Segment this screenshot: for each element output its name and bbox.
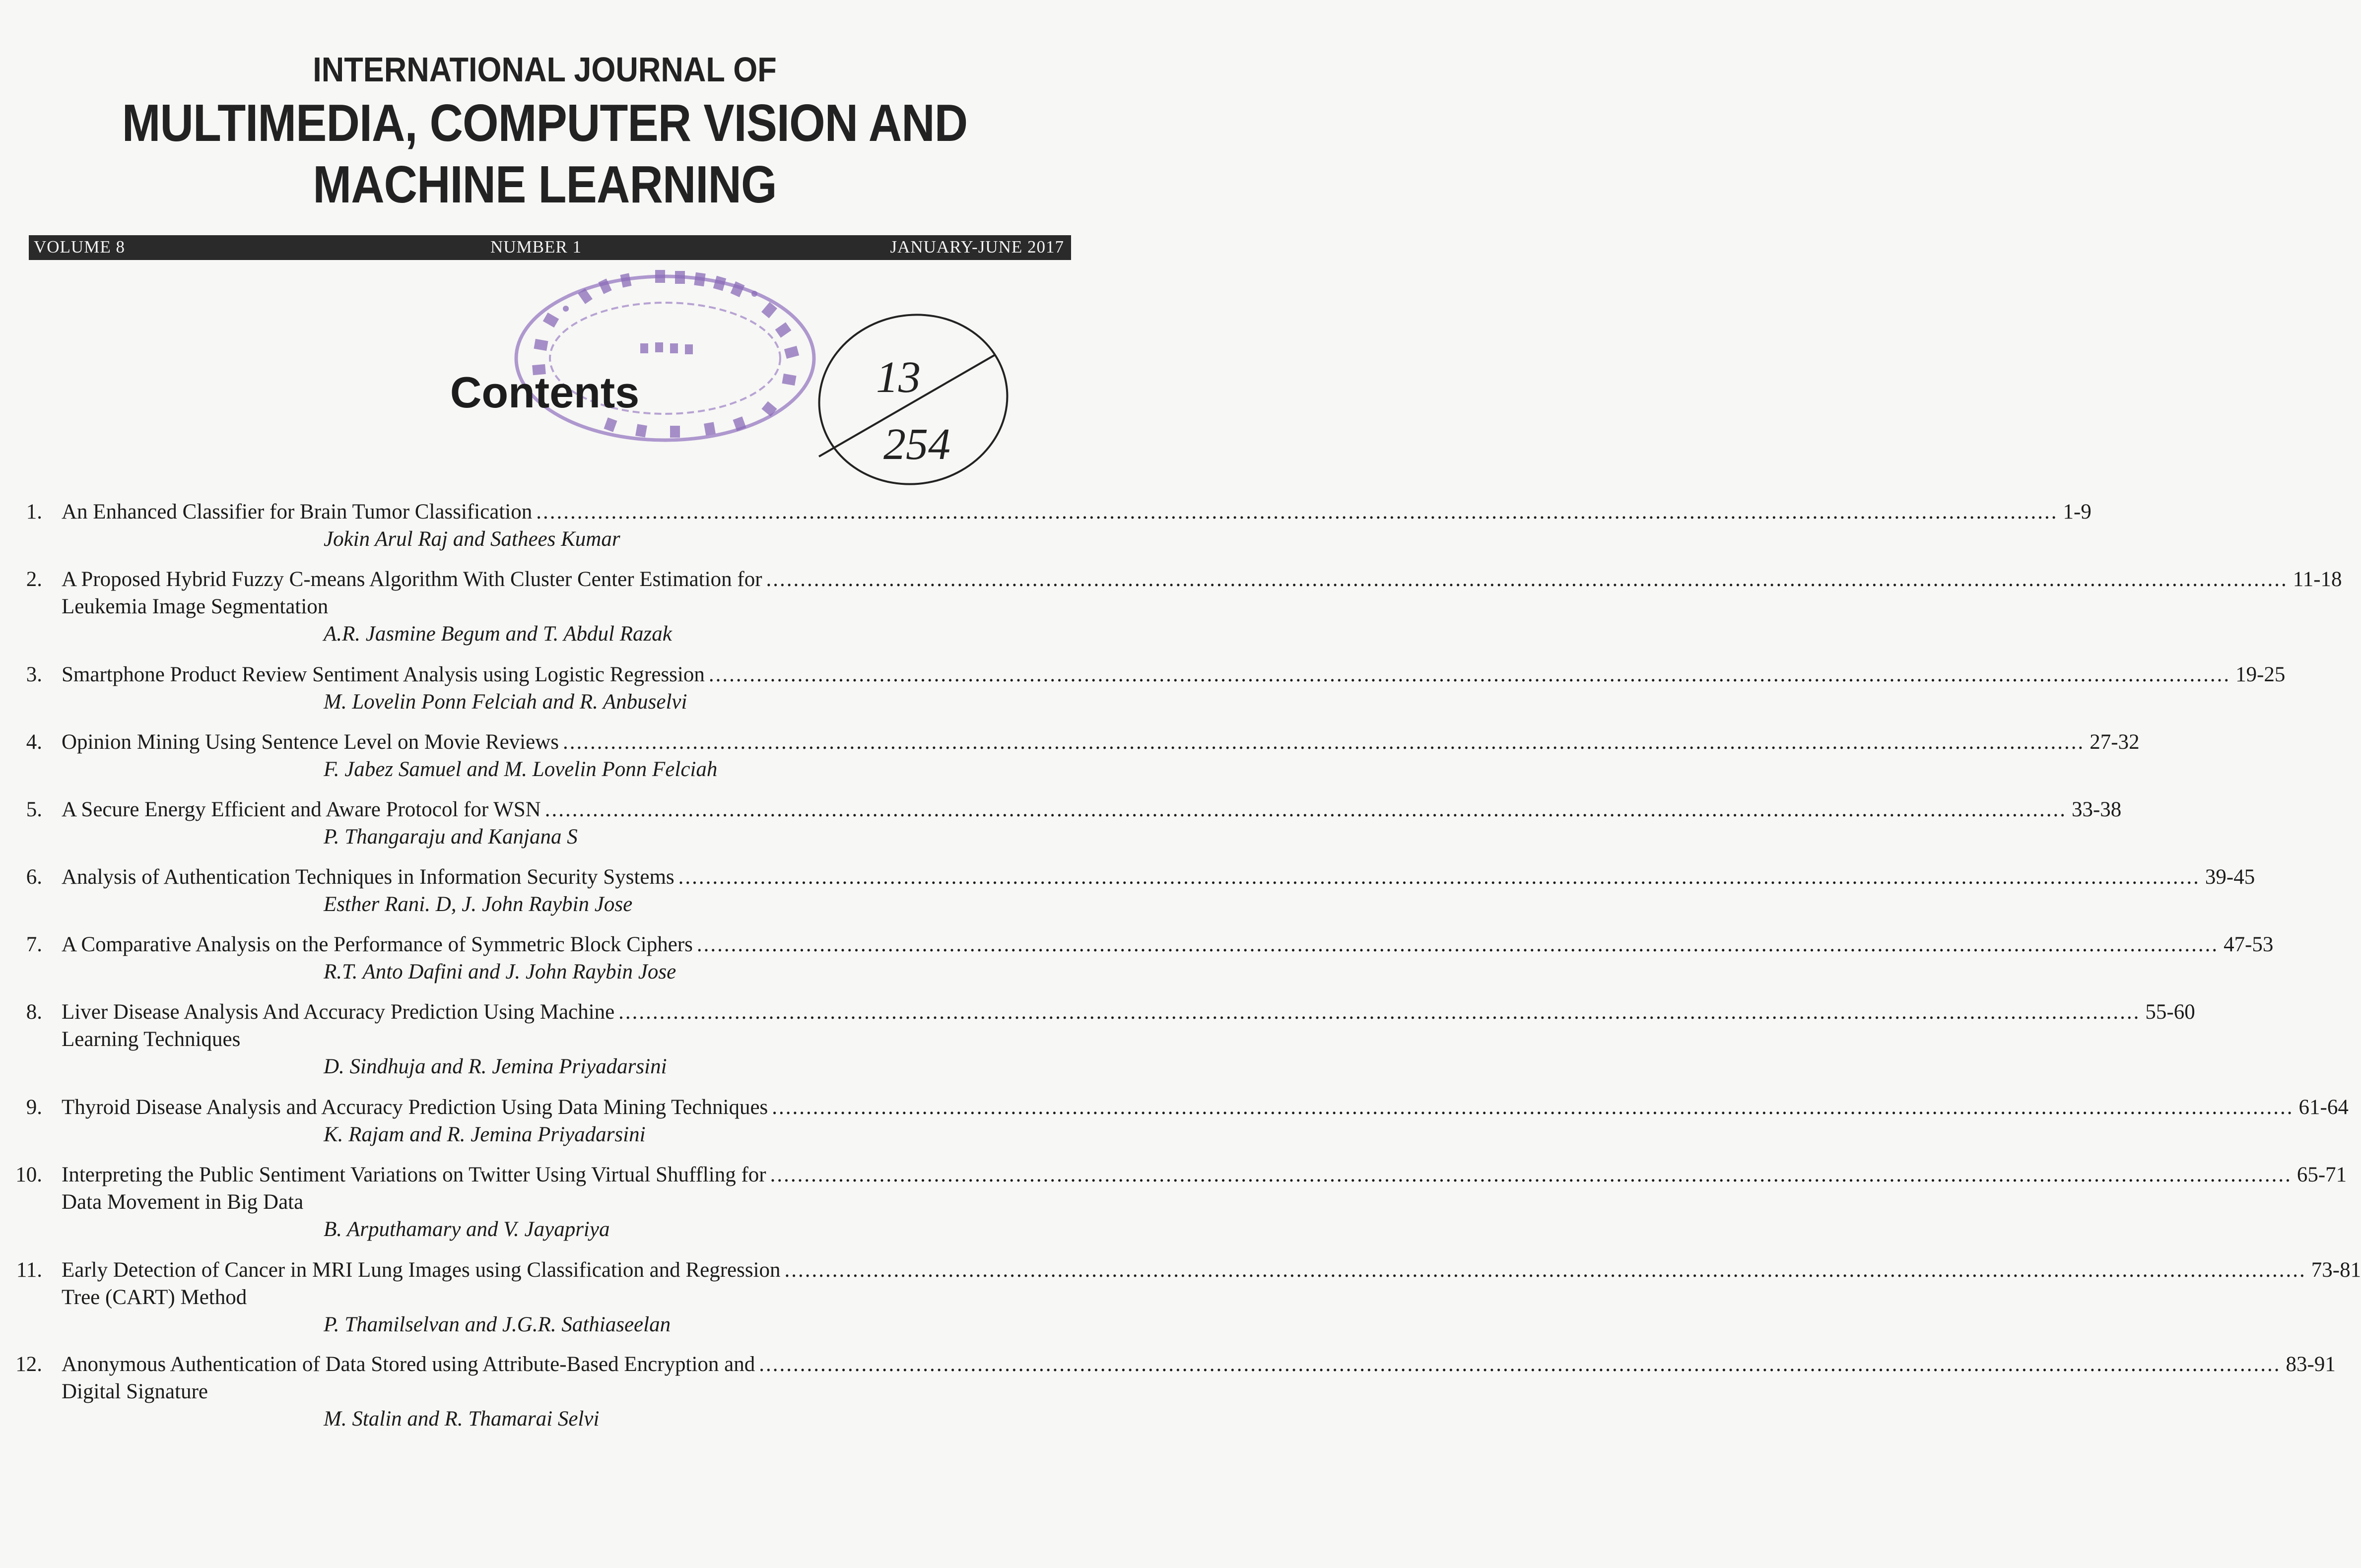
entry-title-line: [62, 863, 2255, 891]
annotation-top: 13: [876, 353, 921, 402]
entry-title-line: [62, 661, 2286, 689]
entry-pages: 33-38: [2071, 798, 2122, 821]
entry-number: 12.: [15, 1353, 42, 1376]
entry-title-continued: Tree (CART) Method: [62, 1286, 247, 1309]
contents-heading: Contents: [450, 368, 640, 417]
dot-leader: ...............................................................................................................................................................................................................................: [536, 500, 2058, 523]
journal-masthead: [0, 50, 1089, 215]
dot-leader: ...............................................................................................................................................................................................................................: [708, 663, 2231, 686]
entry-pages: 61-64: [2298, 1096, 2349, 1119]
entry-title-continued: Learning Techniques: [62, 1028, 241, 1051]
entry-pages: 27-32: [2090, 730, 2140, 754]
entry-title: Smartphone Product Review Sentiment Analysis using Logistic Regression: [62, 663, 705, 686]
entry-authors: Esther Rani. D, J. John Raybin Jose: [324, 893, 633, 916]
entry-authors: M. Lovelin Ponn Felciah and R. Anbuselvi: [324, 690, 687, 714]
entry-number: 8.: [26, 1000, 42, 1024]
entry-title-line: [62, 1351, 2336, 1378]
entry-pages: 65-71: [2296, 1163, 2347, 1186]
dot-leader: ...............................................................................................................................................................................................................................: [544, 798, 2067, 821]
entry-number: 3.: [26, 663, 42, 686]
entry-number: 1.: [26, 500, 42, 523]
journal-title-line-1: INTERNATIONAL JOURNAL OF: [313, 50, 777, 89]
journal-title-line-3: MACHINE LEARNING: [313, 155, 777, 214]
entry-pages: 19-25: [2235, 663, 2286, 686]
entry-title-continued: Data Movement in Big Data: [62, 1190, 304, 1214]
entry-title: An Enhanced Classifier for Brain Tumor Classification: [62, 500, 533, 523]
entry-title-line: [62, 931, 2274, 959]
issue-date: JANUARY-JUNE 2017: [890, 237, 1064, 257]
entry-authors: M. Stalin and R. Thamarai Selvi: [324, 1407, 600, 1431]
issue-bar: [29, 235, 1071, 260]
entry-number: 2.: [26, 568, 42, 591]
entry-number: 9.: [26, 1096, 42, 1119]
entry-number: 11.: [16, 1258, 42, 1282]
entry-title-line: [62, 1161, 2347, 1189]
entry-title: Thyroid Disease Analysis and Accuracy Prediction Using Data Mining Techniques: [62, 1096, 768, 1119]
entry-number: 5.: [26, 798, 42, 821]
entry-authors: B. Arputhamary and V. Jayapriya: [324, 1218, 610, 1241]
entry-number: 6.: [26, 865, 42, 889]
entry-number: 4.: [26, 730, 42, 754]
entry-title-continued: Digital Signature: [62, 1380, 208, 1403]
entry-title-continued: Leukemia Image Segmentation: [62, 595, 329, 618]
entry-authors: P. Thamilselvan and J.G.R. Sathiaseelan: [324, 1313, 671, 1336]
entry-pages: 1-9: [2063, 500, 2091, 523]
entry-title-line: [62, 728, 2140, 756]
entry-pages: 47-53: [2224, 933, 2274, 956]
dot-leader: ...............................................................................................................................................................................................................................: [772, 1096, 2294, 1119]
dot-leader: ...............................................................................................................................................................................................................................: [766, 568, 2288, 591]
entry-title: Opinion Mining Using Sentence Level on Movie Reviews: [62, 730, 559, 754]
entry-title: Anonymous Authentication of Data Stored using Attribute-Based Encryption and: [62, 1353, 755, 1376]
entry-authors: R.T. Anto Dafini and J. John Raybin Jose: [324, 960, 676, 983]
entry-authors: P. Thangaraju and Kanjana S: [324, 825, 578, 849]
entry-authors: K. Rajam and R. Jemina Priyadarsini: [324, 1123, 646, 1146]
entry-title: A Secure Energy Efficient and Aware Protocol for WSN: [62, 798, 541, 821]
issue-number: NUMBER 1: [490, 237, 582, 257]
entry-pages: 83-91: [2286, 1353, 2336, 1376]
annotation-bottom: 254: [883, 420, 950, 469]
entry-title-line: [62, 998, 2195, 1026]
dot-leader: ...............................................................................................................................................................................................................................: [563, 730, 2085, 754]
dot-leader: ...............................................................................................................................................................................................................................: [678, 865, 2200, 889]
entry-title: Analysis of Authentication Techniques in Information Security Systems: [62, 865, 675, 889]
entry-title: A Comparative Analysis on the Performance of Symmetric Block Ciphers: [62, 933, 693, 956]
entry-title-line: [62, 796, 2122, 824]
entry-title: Interpreting the Public Sentiment Variations on Twitter Using Virtual Shuffling for: [62, 1163, 766, 1186]
entry-pages: 55-60: [2145, 1000, 2195, 1024]
journal-title-line-2: MULTIMEDIA, COMPUTER VISION AND: [122, 94, 968, 152]
entry-title: Liver Disease Analysis And Accuracy Prediction Using Machine: [62, 1000, 615, 1024]
entry-pages: 73-81: [2311, 1258, 2361, 1282]
entry-authors: A.R. Jasmine Begum and T. Abdul Razak: [324, 622, 672, 646]
entry-title-line: [62, 566, 2342, 593]
dot-leader: ...............................................................................................................................................................................................................................: [759, 1353, 2281, 1376]
library-stamp-icon: [506, 259, 824, 457]
entry-title-line: [62, 1094, 2349, 1121]
entry-title: Early Detection of Cancer in MRI Lung Images using Classification and Regression: [62, 1258, 781, 1282]
entry-pages: 39-45: [2205, 865, 2255, 889]
entry-number: 10.: [15, 1163, 42, 1186]
dot-leader: ...............................................................................................................................................................................................................................: [770, 1163, 2292, 1186]
entry-authors: Jokin Arul Raj and Sathees Kumar: [324, 527, 620, 551]
entry-title-line: [62, 498, 2091, 526]
issue-volume: VOLUME 8: [34, 237, 125, 257]
entry-title: A Proposed Hybrid Fuzzy C-means Algorithm With Cluster Center Estimation for: [62, 568, 762, 591]
dot-leader: ...............................................................................................................................................................................................................................: [618, 1000, 2141, 1024]
entry-authors: F. Jabez Samuel and M. Lovelin Ponn Felciah: [324, 758, 718, 781]
entry-title-line: [62, 1256, 2361, 1284]
entry-pages: 11-18: [2293, 568, 2342, 591]
entry-authors: D. Sindhuja and R. Jemina Priyadarsini: [324, 1055, 667, 1078]
entry-number: 7.: [26, 933, 42, 956]
dot-leader: ...............................................................................................................................................................................................................................: [784, 1258, 2306, 1282]
dot-leader: ...............................................................................................................................................................................................................................: [696, 933, 2219, 956]
